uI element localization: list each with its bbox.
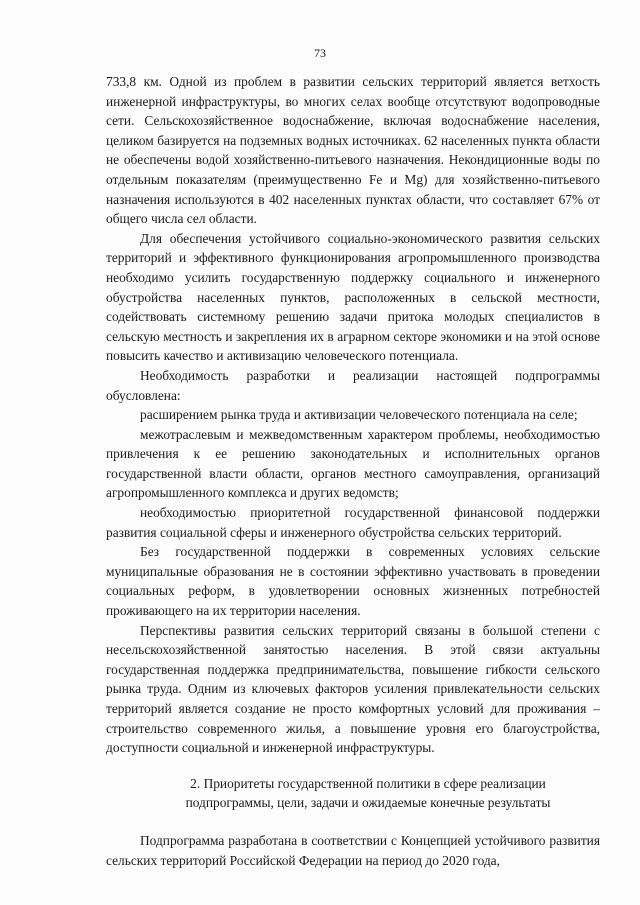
paragraph-necessity-intro: Необходимость разработки и реализации настоящей подпрограммы обусловлена: (106, 367, 600, 403)
section-heading-line-2: подпрограммы, цели, задачи и ожидаемые конечные результаты (185, 795, 551, 811)
paragraph-concept: Подпрограмма разработана в соответствии с Концепцией устойчивого развития сельских территорий Российской Федерации на период до 2020 года, (106, 832, 600, 868)
paragraph-state-support: Для обеспечения устойчивого социально-экономического развития сельских территорий и эффективного функционирования агропромышленного производства необходимо усилить государственную поддержку социального и инженерного обустройства населенных пунктов, расположенных в сельской местности, содействовать системному решению задачи притока молодых специалистов в сельскую местность и закрепления их в аграрном секторе экономики и на этой основе повысить качество и активизацию человеческого потенциала. (106, 230, 600, 364)
paragraph-perspectives: Перспективы развития сельских территорий связаны в большой степени с несельскохозяйственной занятостью населения. В этой связи актуальны государственная поддержка предпринимательства, повышение гибкости сельского рынка труда. Одним из ключевых факторов усиления привлекательности сельских территорий является создание не просто комфортных условий для проживания – строительство современного жилья, а повышение уровня его благоустройства, доступности социальной и инженерной инфраструктуры. (106, 622, 600, 756)
list-item-intersectoral: межотраслевым и межведомственным характером проблемы, необходимостью привлечения к ее решению законодательных и исполнительных органов государственной власти области, органов местного самоуправления, организаций агропромышленного комплекса и других ведомств; (106, 426, 600, 501)
section-heading (106, 774, 600, 813)
paragraph-municipalities: Без государственной поддержки в современных условиях сельские муниципальные образования не в состоянии эффективно участвовать в проведении социальных реформ, в удовлетворении основных жизненных потребностей проживающего на их территории населения. (106, 544, 600, 619)
list-item-labor-market: расширением рынка труда и активизации человеческого потенциала на селе; (140, 407, 578, 423)
document-body (106, 72, 600, 870)
page-number: 73 (314, 46, 326, 60)
list-item-financial-support: необходимостью приоритетной государственной финансовой поддержки развития социальной сферы и инженерного обустройства сельских территорий. (106, 505, 600, 540)
paragraph-water-supply: 733,8 км. Одной из проблем в развитии сельских территорий является ветхость инженерной инфраструктуры, во многих селах вообще отсутствуют водопроводные сети. Сельскохозяйственное водоснабжение, включая водоснабжение населения, целиком базируется на подземных водных источниках. 62 населенных пункта области не обеспечены водой хозяйственно-питьевого назначения. Некондиционные воды по отдельным показателям (преимущественно Fe и Mg) для хозяйственно-питьевого назначения используются в 402 населенных пунктах области, что составляет 67% от общего числа сел области. (106, 74, 600, 227)
section-heading-line-1: 2. Приоритеты государственной политики в сфере реализации (190, 775, 546, 791)
